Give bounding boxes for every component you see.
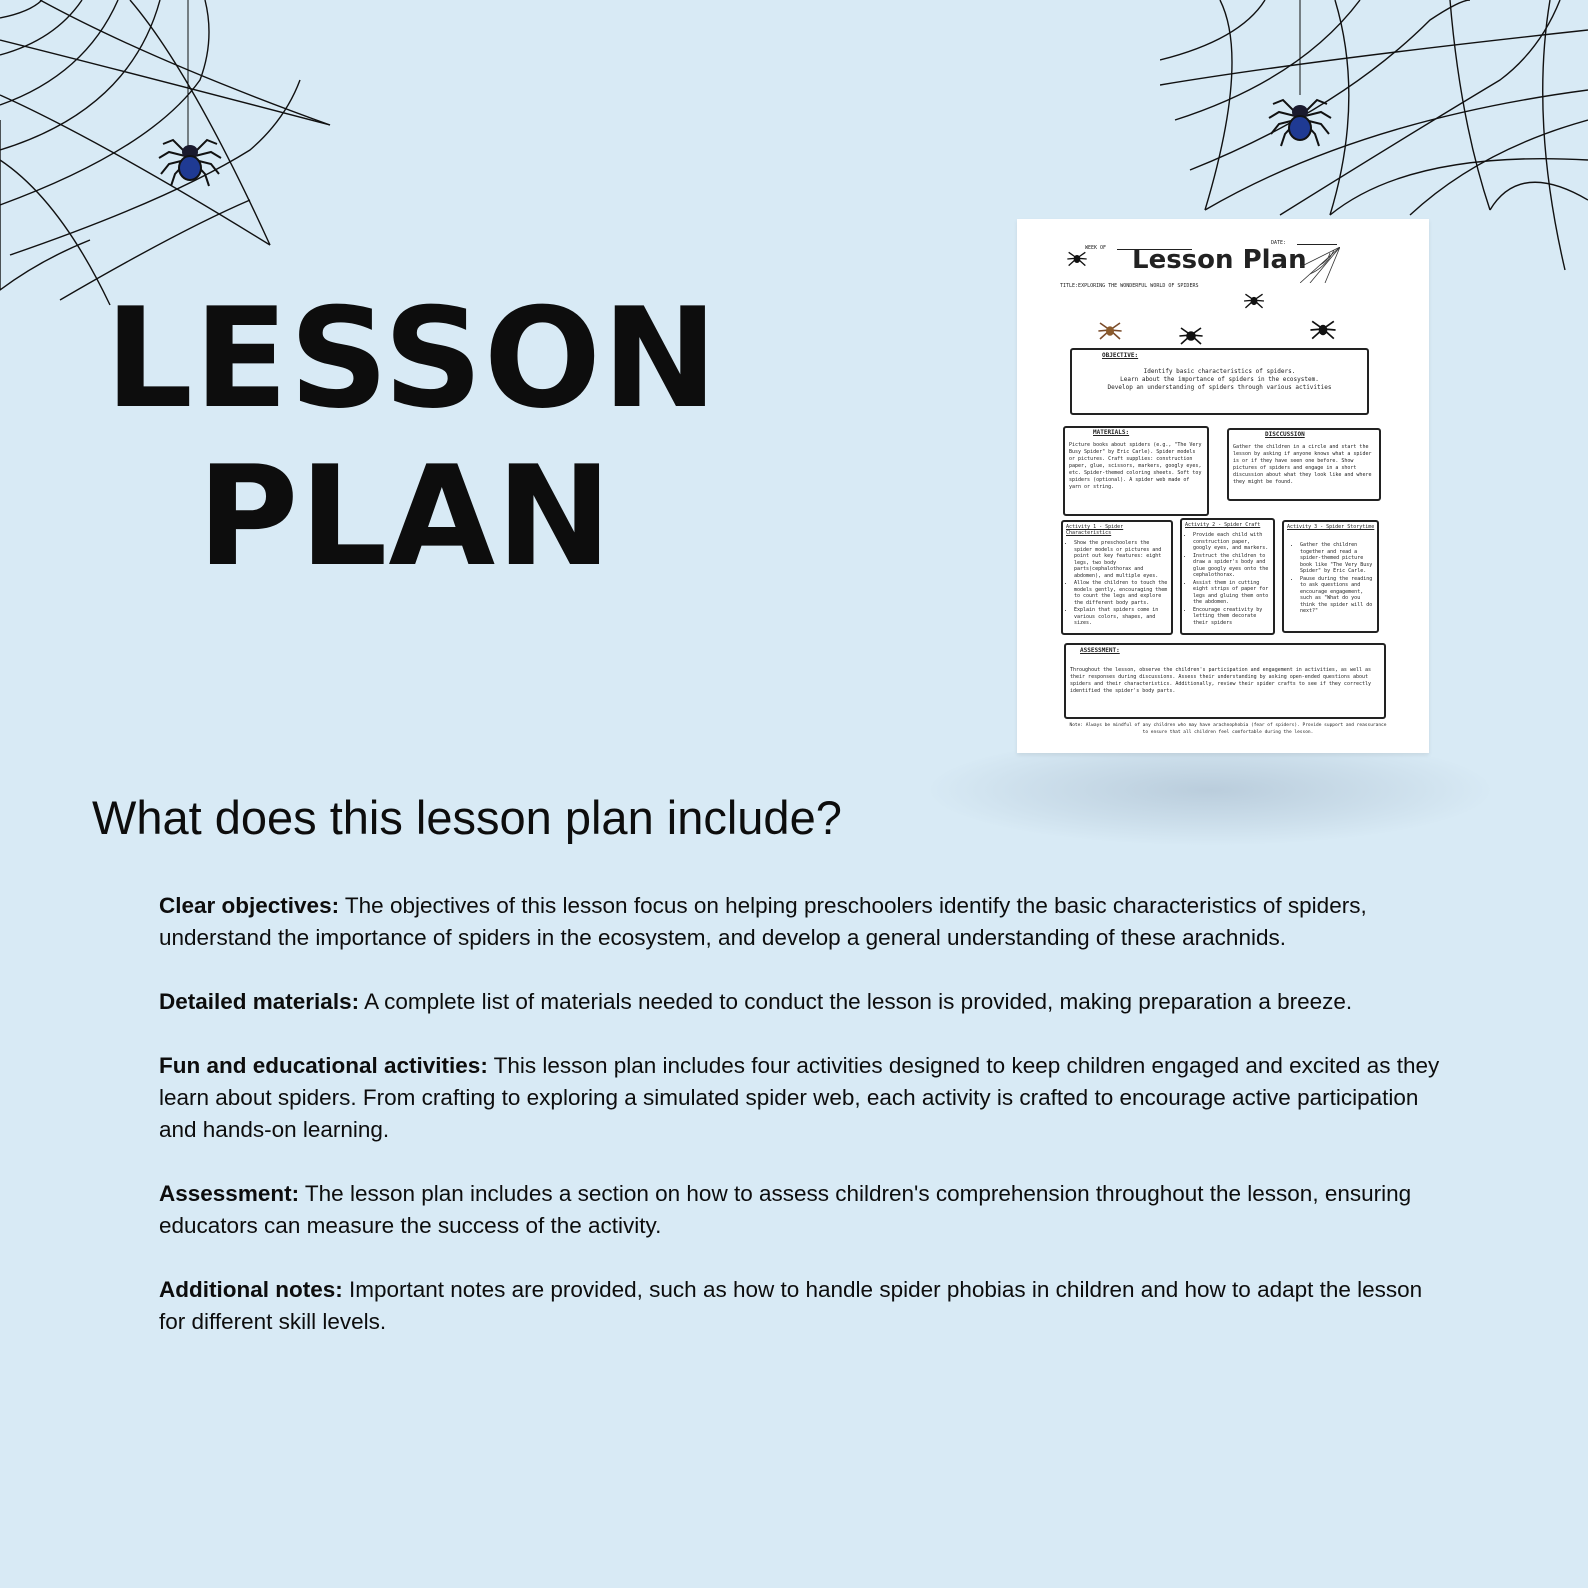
assessment-box xyxy=(1064,643,1386,719)
activity-1-box xyxy=(1061,520,1173,635)
web-icon xyxy=(1300,247,1340,283)
activity-2-item: • Instruct the children to draw a spider's body and glue googly eyes onto the cephalothorax. xyxy=(1193,553,1270,579)
item-text: A complete list of materials needed to conduct the lesson is provided, making preparation a breeze. xyxy=(359,989,1353,1014)
spider-icon xyxy=(1177,324,1205,348)
activity-1-item: • Allow the children to touch the models gently, encouraging them to count the legs and explore the different body parts. xyxy=(1074,580,1168,606)
activity-3-item: • Gather the children together and read a spider-themed picture book like "The Very Busy Spider" by Eric Carle. xyxy=(1300,542,1374,575)
activity-2-item: • Assist them in cutting eight strips of paper for legs and gluing them onto the abdomen. xyxy=(1193,580,1270,606)
item-text: The lesson plan includes a section on how to assess children's comprehension throughout the lesson, ensuring educators can measure the success of the activity. xyxy=(159,1181,1412,1238)
discussion-text: Gather the children in a circle and start the lesson by asking if anyone knows what a spider is or if they have seen one before. Show pictures of spiders and engage in a short discussion about what they look like and where they might be found. xyxy=(1233,444,1372,485)
doc-title: Lesson Plan xyxy=(1132,245,1307,275)
materials-box xyxy=(1063,426,1209,516)
activity-2-item: • Encourage creativity by letting them decorate their spiders xyxy=(1193,607,1270,627)
activity-1-item: • Show the preschoolers the spider models or pictures and point out key features: eight legs, two body parts(cephalothorax and abdomen), and multiple eyes. xyxy=(1074,540,1168,579)
discussion-box xyxy=(1227,428,1381,501)
item-label: Clear objectives: xyxy=(159,893,340,918)
objective-box xyxy=(1070,348,1369,415)
activity-2-label: Activity 2 - Spider Craft xyxy=(1185,522,1261,528)
assessment-label: ASSESSMENT: xyxy=(1080,647,1120,654)
list-item xyxy=(159,890,1449,954)
activity-1-item: • Explain that spiders come in various colors, shapes, and sizes. xyxy=(1074,607,1168,627)
item-text: Important notes are provided, such as how to handle spider phobias in children and how to adapt the lesson for different skill levels. xyxy=(159,1277,1423,1334)
note-text: Note: Always be mindful of any children who may have arachnophobia (fear of spiders). Provide support and reassurance to ensure that all children feel comfortable during the lesson. xyxy=(1069,723,1387,735)
date-label: DATE: xyxy=(1271,240,1287,246)
objective-line: Learn about the importance of spiders in the ecosystem. xyxy=(1120,376,1319,383)
objective-text xyxy=(1076,368,1363,392)
objective-line: Develop an understanding of spiders through various activities xyxy=(1107,384,1332,391)
features-list xyxy=(159,890,1449,1370)
spider-icon xyxy=(1265,90,1335,150)
item-label: Additional notes: xyxy=(159,1277,343,1302)
item-text: This lesson plan includes four activities designed to keep children engaged and excited as they learn about spiders. From crafting to exploring a simulated spider web, each activity is crafted to encourage active participation and hands-on learning. xyxy=(159,1053,1440,1142)
section-heading: What does this lesson plan include? xyxy=(92,791,842,844)
discussion-label: DISCCUSSION xyxy=(1265,431,1305,438)
item-text: The objectives of this lesson focus on helping preschoolers identify the basic characteristics of spiders, understand the importance of spiders in the ecosystem, and develop a general understanding of these arachnids. xyxy=(159,893,1367,950)
spider-icon xyxy=(155,130,225,190)
doc-subtitle: TITLE:EXPLORING THE WONDERFUL WORLD OF SPIDERS xyxy=(1060,283,1199,289)
spider-icon xyxy=(1242,289,1266,313)
title-line-1: LESSON xyxy=(105,278,719,439)
activity-3-item: • Pause during the reading to ask questions and encourage engagement, such as "What do you think the spider will do next?" xyxy=(1300,576,1374,615)
activity-1-label: Activity 1 - Spider Characteristics xyxy=(1066,524,1124,536)
materials-text: Picture books about spiders (e.g., "The Very Busy Spider" by Eric Carle). Spider models or pictures. Craft supplies: construction paper, glue, scissors, markers, googly eyes, etc. Spider-themed coloring sheets. Soft toy spiders (optional). A spider web made of yarn or string. xyxy=(1069,442,1202,490)
item-label: Assessment: xyxy=(159,1181,300,1206)
spider-icon xyxy=(1095,319,1125,343)
list-item xyxy=(159,1274,1449,1338)
activity-3-label: Activity 3 - Spider Storytime xyxy=(1287,524,1375,530)
assessment-text: Throughout the lesson, observe the children's participation and engagement in activities, as well as their responses during discussions. Assess their understanding by asking open-ended questions about spiders and their characteristics. Additionally, review their spider crafts to see if they correctly identified the spider's body parts. xyxy=(1070,667,1372,694)
spider-icon xyxy=(1065,249,1089,269)
week-of-label: WEEK OF xyxy=(1085,245,1107,251)
objective-line: Identify basic characteristics of spiders. xyxy=(1143,368,1296,375)
objective-label: OBJECTIVE: xyxy=(1102,352,1139,359)
item-label: Fun and educational activities: xyxy=(159,1053,488,1078)
spider-icon xyxy=(1307,317,1339,343)
list-item xyxy=(159,1050,1449,1146)
activity-2-box xyxy=(1180,518,1275,635)
activity-3-box xyxy=(1282,520,1379,633)
materials-label: MATERIALS: xyxy=(1093,429,1130,436)
list-item xyxy=(159,1178,1449,1242)
list-item xyxy=(159,986,1449,1018)
page-title xyxy=(105,278,719,597)
title-line-2: PLAN xyxy=(197,436,613,597)
activity-2-item: • Provide each child with construction paper, googly eyes, and markers. xyxy=(1193,532,1270,552)
lesson-plan-preview xyxy=(1017,219,1429,753)
item-label: Detailed materials: xyxy=(159,989,360,1014)
